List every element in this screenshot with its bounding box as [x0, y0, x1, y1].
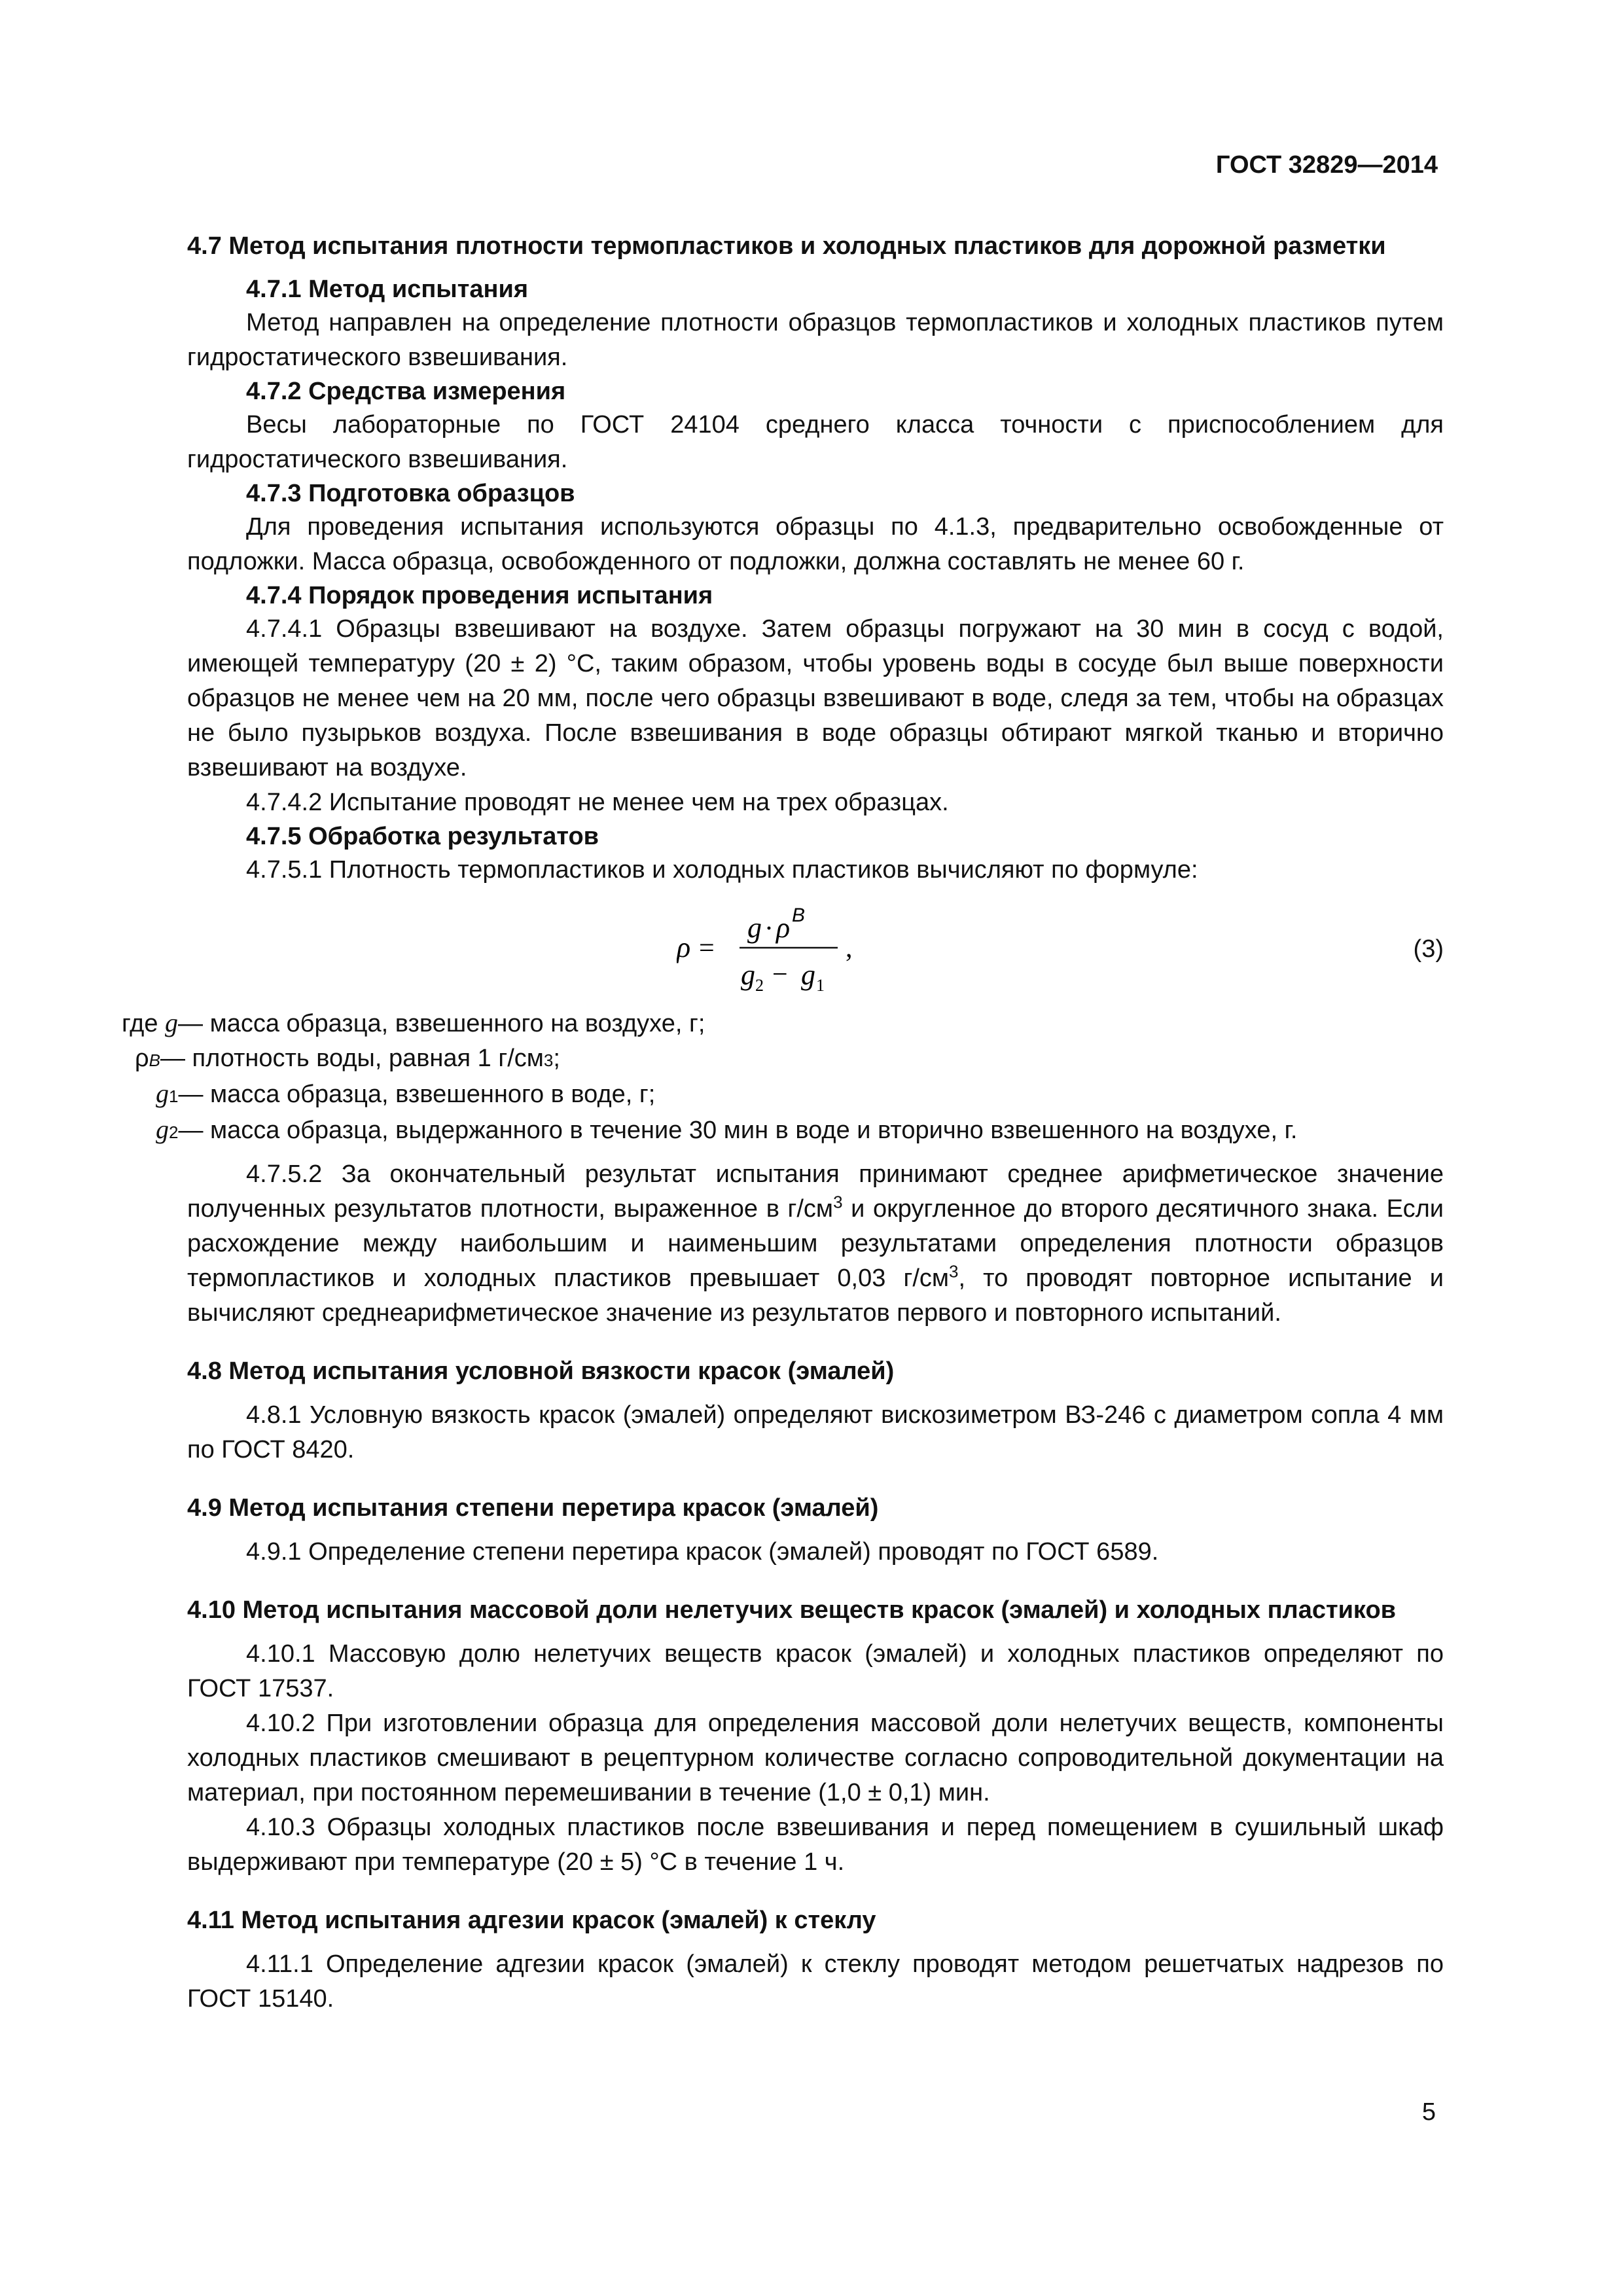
formula-den-g2-sub: 2 [755, 976, 764, 995]
formula-num-rho-sup: В [792, 905, 806, 926]
section-4-8-title: 4.8 Метод испытания условной вязкости красок (эмалей) [187, 1357, 895, 1385]
formula-den-g2: g [741, 959, 755, 991]
section-4-7-5-2-part-a: 4.7.5.2 За окончательный результат испытания принимают среднее арифметическое значение полученных результатов плотности, выраженное в г/см [187, 1160, 1444, 1223]
section-4-7-2-text: Весы лабораторные по ГОСТ 24104 среднего класса точности с приспособлением для гидростатического взвешивания. [187, 411, 1444, 473]
section-4-8-1-text: 4.8.1 Условную вязкость красок (эмалей) определяют вискозиметром ВЗ-246 с диаметром сопла 4 мм по ГОСТ 8420. [187, 1401, 1444, 1463]
section-4-11-title: 4.11 Метод испытания адгезии красок (эмалей) к стеклу [187, 1907, 876, 1934]
formula-den-g1-sub: 1 [816, 976, 825, 995]
formula-3 [187, 897, 1444, 1001]
section-4-7-5-2-text [187, 1157, 1444, 1331]
legend-text-g2: — масса образца, выдержанного в течение 30 мин в воде и вторично взвешенного на воздухе, г. [178, 1117, 1298, 1144]
section-4-7-4-2-text: 4.7.4.2 Испытание проводят не менее чем на трех образцах. [246, 789, 949, 816]
formula-num-dot: · [764, 914, 774, 944]
section-4-7-4-title: 4.7.4 Порядок проведения испытания [246, 582, 713, 609]
section-4-7-title: 4.7 Метод испытания плотности термопластиков и холодных пластиков для дорожной разметки [187, 232, 1386, 260]
section-4-9-title: 4.9 Метод испытания степени перетира красок (эмалей) [187, 1494, 879, 1522]
section-4-7-5-2-part-b: и округленное до второго десятичного знака. Если расхождение между наибольшим и наименьшим результатами определения плотности образцов термопластиков и холодных пластиков превышает 0,03 г/см [187, 1195, 1444, 1292]
section-4-9-1-text: 4.9.1 Определение степени перетира красок (эмалей) проводят по ГОСТ 6589. [246, 1538, 1159, 1566]
formula-trailing-comma: , [846, 933, 853, 963]
standard-id-header: ГОСТ 32829—2014 [1215, 151, 1438, 179]
section-4-10-2-text: 4.10.2 При изготовлении образца для определения массовой доли нелетучих веществ, компоненты холодных пластиков смешивают в рецептурном количестве согласно сопроводительной документации на материал, при постоянном перемешивании в течение (1,0 ± 0,1) мин. [187, 1710, 1444, 1806]
section-4-10-1-text: 4.10.1 Массовую долю нелетучих веществ красок (эмалей) и холодных пластиков определяют по ГОСТ 17537. [187, 1640, 1444, 1702]
formula-number: (3) [1413, 935, 1444, 963]
section-4-7-5-2-sup-1: 3 [833, 1192, 843, 1212]
legend-symbol-rho: ρ [135, 1045, 149, 1072]
legend-symbol-g1: g [156, 1079, 169, 1108]
legend-where-word: где [122, 1010, 158, 1037]
section-4-10-3-text: 4.10.3 Образцы холодных пластиков после взвешивания и перед помещением в сушильный шкаф выдерживают при температуре (20 ± 5) °С в течение 1 ч. [187, 1814, 1444, 1876]
section-4-7-5-title: 4.7.5 Обработка результатов [246, 823, 599, 850]
legend-text-g: — масса образца, взвешенного на воздухе, г; [178, 1010, 705, 1037]
formula-den-minus: − [772, 960, 788, 990]
legend-row-rho: ρ В — плотность воды, равная 1 г/см 3 ; [135, 1041, 1444, 1076]
legend-text-rho: — плотность воды, равная 1 г/см [160, 1045, 544, 1072]
formula-den-g1: g [801, 959, 815, 991]
section-4-7-1-title: 4.7.1 Метод испытания [246, 276, 528, 303]
section-4-7-3-title: 4.7.3 Подготовка образцов [246, 480, 575, 507]
section-4-7-5-1-text: 4.7.5.1 Плотность термопластиков и холодных пластиков вычисляют по формуле: [246, 856, 1198, 884]
legend-symbol-g: g [165, 1008, 179, 1037]
section-4-7-1-text [187, 306, 1444, 375]
formula-equals: = [699, 933, 715, 963]
formula-legend [122, 1005, 1444, 1148]
density-formula [677, 897, 873, 1001]
page-body [122, 229, 1444, 2017]
legend-row-g2: g 2 — масса образца, выдержанного в течение 30 мин в воде и вторично взвешенного на воздухе, г. [156, 1112, 1444, 1148]
section-4-7-2-title: 4.7.2 Средства измерения [246, 378, 566, 405]
page-number: 5 [1421, 2098, 1436, 2126]
formula-num-g: g [747, 912, 762, 944]
legend-row-g1: g 1 — масса образца, взвешенного в воде, г; [156, 1076, 1444, 1112]
section-4-7-1-text-content: Метод направлен на определение плотности образцов термопластиков и холодных пластиков путем гидростатического взвешивания. [187, 309, 1444, 371]
formula-lhs: ρ [677, 931, 691, 963]
legend-row-g [122, 1005, 1444, 1041]
formula-num-rho: ρ [776, 912, 791, 944]
legend-symbol-g2: g [156, 1115, 169, 1144]
section-4-11-1-text: 4.11.1 Определение адгезии красок (эмалей) к стеклу проводят методом решетчатых надрезов по ГОСТ 15140. [187, 1950, 1444, 2013]
section-4-7-3-text: Для проведения испытания используются образцы по 4.1.3, предварительно освобожденные от подложки. Масса образца, освобожденного от подложки, должна составлять не менее 60 г. [187, 513, 1444, 575]
legend-text-g1: — масса образца, взвешенного в воде, г; [178, 1081, 656, 1108]
section-4-7-5-2-part-c: , то проводят повторное испытание и вычисляют среднеарифметическое значение из результатов первого и повторного испытаний. [187, 1265, 1444, 1327]
section-4-7-4-1-text: 4.7.4.1 Образцы взвешивают на воздухе. Затем образцы погружают на 30 мин в сосуд с водой, имеющей температуру (20 ± 2) °С, таким образом, чтобы уровень воды в сосуде был выше поверхности образцов не менее чем на 20 мм, после чего образцы взвешивают в воде, следя за тем, чтобы на образцах не было пузырьков воздуха. После взвешивания в воде образцы обтирают мягкой тканью и вторично взвешивают на воздухе. [187, 615, 1444, 781]
section-4-7-5-2-sup-2: 3 [949, 1261, 959, 1282]
section-4-10-title: 4.10 Метод испытания массовой доли нелетучих веществ красок (эмалей) и холодных пластиков [187, 1596, 1397, 1624]
legend-text-rho-end: ; [553, 1045, 560, 1072]
